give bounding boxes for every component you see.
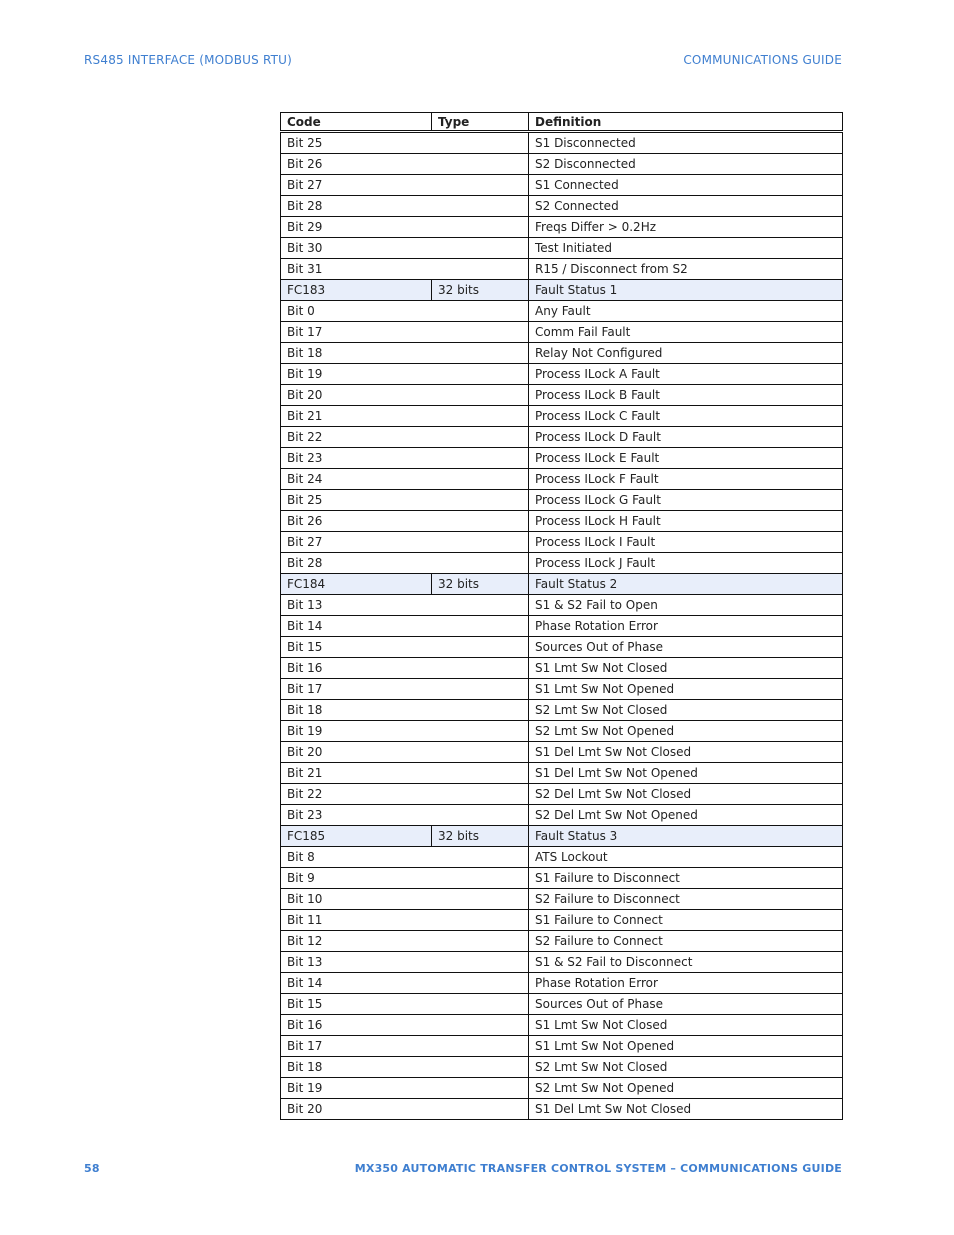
cell-definition: S2 Failure to Disconnect xyxy=(529,889,843,910)
cell-code: Bit 22 xyxy=(281,784,529,805)
cell-definition: S1 Lmt Sw Not Closed xyxy=(529,1015,843,1036)
table-row xyxy=(281,1036,843,1057)
cell-definition: S1 Connected xyxy=(529,175,843,196)
cell-definition: Phase Rotation Error xyxy=(529,973,843,994)
table-row xyxy=(281,427,843,448)
table-row xyxy=(281,1099,843,1120)
cell-definition: Any Fault xyxy=(529,301,843,322)
table-row xyxy=(281,217,843,238)
footer-title: MX350 AUTOMATIC TRANSFER CONTROL SYSTEM – COMMUNICATIONS GUIDE xyxy=(354,1162,842,1175)
column-header-definition: Definition xyxy=(529,113,843,132)
table-row xyxy=(281,784,843,805)
cell-definition: S1 Disconnected xyxy=(529,132,843,154)
cell-definition: S2 Disconnected xyxy=(529,154,843,175)
cell-definition: Process ILock C Fault xyxy=(529,406,843,427)
cell-code: Bit 13 xyxy=(281,952,529,973)
cell-definition: Process ILock E Fault xyxy=(529,448,843,469)
cell-code: Bit 22 xyxy=(281,427,529,448)
table-header xyxy=(281,113,843,132)
cell-definition: S1 Failure to Disconnect xyxy=(529,868,843,889)
cell-code: Bit 8 xyxy=(281,847,529,868)
cell-definition: S1 & S2 Fail to Open xyxy=(529,595,843,616)
column-header-type: Type xyxy=(432,113,529,132)
cell-code: Bit 20 xyxy=(281,742,529,763)
cell-code: Bit 9 xyxy=(281,868,529,889)
table-row xyxy=(281,343,843,364)
cell-code: Bit 23 xyxy=(281,448,529,469)
table-row xyxy=(281,364,843,385)
cell-code: Bit 30 xyxy=(281,238,529,259)
cell-definition: S1 Del Lmt Sw Not Opened xyxy=(529,763,843,784)
cell-definition: S1 Lmt Sw Not Opened xyxy=(529,1036,843,1057)
table-row xyxy=(281,826,843,847)
cell-definition: S2 Lmt Sw Not Opened xyxy=(529,1078,843,1099)
table-row xyxy=(281,175,843,196)
cell-code: Bit 18 xyxy=(281,343,529,364)
table-row xyxy=(281,196,843,217)
cell-definition: Process ILock B Fault xyxy=(529,385,843,406)
cell-code: Bit 12 xyxy=(281,931,529,952)
table-body xyxy=(281,132,843,1120)
cell-code: Bit 11 xyxy=(281,910,529,931)
table-row xyxy=(281,805,843,826)
cell-code: Bit 17 xyxy=(281,679,529,700)
table-row xyxy=(281,616,843,637)
cell-code: Bit 15 xyxy=(281,994,529,1015)
table-row xyxy=(281,406,843,427)
table-row xyxy=(281,658,843,679)
cell-code: Bit 27 xyxy=(281,532,529,553)
cell-definition: S2 Lmt Sw Not Closed xyxy=(529,1057,843,1078)
table-row xyxy=(281,994,843,1015)
cell-definition: Fault Status 3 xyxy=(529,826,843,847)
table-row xyxy=(281,385,843,406)
column-header-code: Code xyxy=(281,113,432,132)
cell-code: Bit 15 xyxy=(281,637,529,658)
cell-type: 32 bits xyxy=(432,280,529,301)
cell-definition: S1 Lmt Sw Not Closed xyxy=(529,658,843,679)
cell-code: Bit 19 xyxy=(281,721,529,742)
cell-code: Bit 23 xyxy=(281,805,529,826)
table-header-row xyxy=(281,113,843,132)
cell-code: Bit 16 xyxy=(281,658,529,679)
table-row xyxy=(281,1078,843,1099)
cell-definition: Process ILock F Fault xyxy=(529,469,843,490)
cell-definition: S1 Failure to Connect xyxy=(529,910,843,931)
table-row xyxy=(281,889,843,910)
cell-definition: Phase Rotation Error xyxy=(529,616,843,637)
cell-code: Bit 14 xyxy=(281,616,529,637)
cell-definition: Fault Status 1 xyxy=(529,280,843,301)
cell-definition: Test Initiated xyxy=(529,238,843,259)
cell-definition: S1 Del Lmt Sw Not Closed xyxy=(529,742,843,763)
cell-definition: ATS Lockout xyxy=(529,847,843,868)
cell-type: 32 bits xyxy=(432,574,529,595)
table-row xyxy=(281,532,843,553)
cell-code: Bit 24 xyxy=(281,469,529,490)
running-header-guide: COMMUNICATIONS GUIDE xyxy=(683,53,842,67)
cell-type: 32 bits xyxy=(432,826,529,847)
cell-code: FC183 xyxy=(281,280,432,301)
cell-definition: S2 Lmt Sw Not Opened xyxy=(529,721,843,742)
table-row xyxy=(281,1015,843,1036)
cell-code: FC185 xyxy=(281,826,432,847)
cell-code: Bit 26 xyxy=(281,511,529,532)
cell-code: Bit 16 xyxy=(281,1015,529,1036)
cell-code: Bit 31 xyxy=(281,259,529,280)
cell-definition: Sources Out of Phase xyxy=(529,637,843,658)
table-row xyxy=(281,763,843,784)
running-header-section: RS485 INTERFACE (MODBUS RTU) xyxy=(84,53,293,67)
cell-definition: S1 Del Lmt Sw Not Closed xyxy=(529,1099,843,1120)
cell-definition: R15 / Disconnect from S2 xyxy=(529,259,843,280)
cell-definition: Freqs Differ > 0.2Hz xyxy=(529,217,843,238)
cell-definition: Process ILock I Fault xyxy=(529,532,843,553)
cell-definition: Process ILock J Fault xyxy=(529,553,843,574)
table-row xyxy=(281,132,843,154)
cell-definition: S2 Connected xyxy=(529,196,843,217)
table-row xyxy=(281,469,843,490)
cell-definition: Process ILock A Fault xyxy=(529,364,843,385)
cell-definition: Comm Fail Fault xyxy=(529,322,843,343)
table-row xyxy=(281,910,843,931)
table-row xyxy=(281,574,843,595)
cell-code: Bit 28 xyxy=(281,553,529,574)
cell-code: Bit 20 xyxy=(281,385,529,406)
table-row xyxy=(281,448,843,469)
table-row xyxy=(281,154,843,175)
table-row xyxy=(281,322,843,343)
cell-definition: Relay Not Configured xyxy=(529,343,843,364)
table-row xyxy=(281,679,843,700)
cell-code: Bit 21 xyxy=(281,406,529,427)
cell-code: Bit 14 xyxy=(281,973,529,994)
cell-code: Bit 19 xyxy=(281,364,529,385)
table-row xyxy=(281,490,843,511)
cell-code: Bit 20 xyxy=(281,1099,529,1120)
cell-definition: S2 Del Lmt Sw Not Closed xyxy=(529,784,843,805)
table-row xyxy=(281,952,843,973)
table-row xyxy=(281,280,843,301)
cell-definition: Process ILock G Fault xyxy=(529,490,843,511)
cell-definition: Process ILock D Fault xyxy=(529,427,843,448)
table-row xyxy=(281,637,843,658)
cell-definition: S1 Lmt Sw Not Opened xyxy=(529,679,843,700)
cell-code: Bit 21 xyxy=(281,763,529,784)
cell-code: Bit 29 xyxy=(281,217,529,238)
cell-definition: S2 Lmt Sw Not Closed xyxy=(529,700,843,721)
table-row xyxy=(281,973,843,994)
table-row xyxy=(281,553,843,574)
table-row xyxy=(281,721,843,742)
cell-definition: Fault Status 2 xyxy=(529,574,843,595)
cell-code: Bit 10 xyxy=(281,889,529,910)
cell-code: Bit 18 xyxy=(281,1057,529,1078)
cell-code: Bit 25 xyxy=(281,490,529,511)
cell-definition: Sources Out of Phase xyxy=(529,994,843,1015)
table-row xyxy=(281,301,843,322)
table-row xyxy=(281,742,843,763)
cell-definition: S2 Del Lmt Sw Not Opened xyxy=(529,805,843,826)
register-table xyxy=(280,112,843,1120)
cell-code: Bit 0 xyxy=(281,301,529,322)
cell-code: Bit 28 xyxy=(281,196,529,217)
table-row xyxy=(281,595,843,616)
table-row xyxy=(281,868,843,889)
cell-code: Bit 27 xyxy=(281,175,529,196)
table-row xyxy=(281,1057,843,1078)
cell-code: Bit 17 xyxy=(281,322,529,343)
table-row xyxy=(281,511,843,532)
cell-definition: Process ILock H Fault xyxy=(529,511,843,532)
table-row xyxy=(281,931,843,952)
cell-code: Bit 13 xyxy=(281,595,529,616)
table-row xyxy=(281,259,843,280)
table-row xyxy=(281,238,843,259)
cell-definition: S1 & S2 Fail to Disconnect xyxy=(529,952,843,973)
table-row xyxy=(281,700,843,721)
page-number: 58 xyxy=(84,1162,100,1175)
cell-code: Bit 17 xyxy=(281,1036,529,1057)
cell-code: Bit 18 xyxy=(281,700,529,721)
cell-code: Bit 25 xyxy=(281,132,529,154)
cell-definition: S2 Failure to Connect xyxy=(529,931,843,952)
table-row xyxy=(281,847,843,868)
cell-code: Bit 19 xyxy=(281,1078,529,1099)
cell-code: FC184 xyxy=(281,574,432,595)
cell-code: Bit 26 xyxy=(281,154,529,175)
